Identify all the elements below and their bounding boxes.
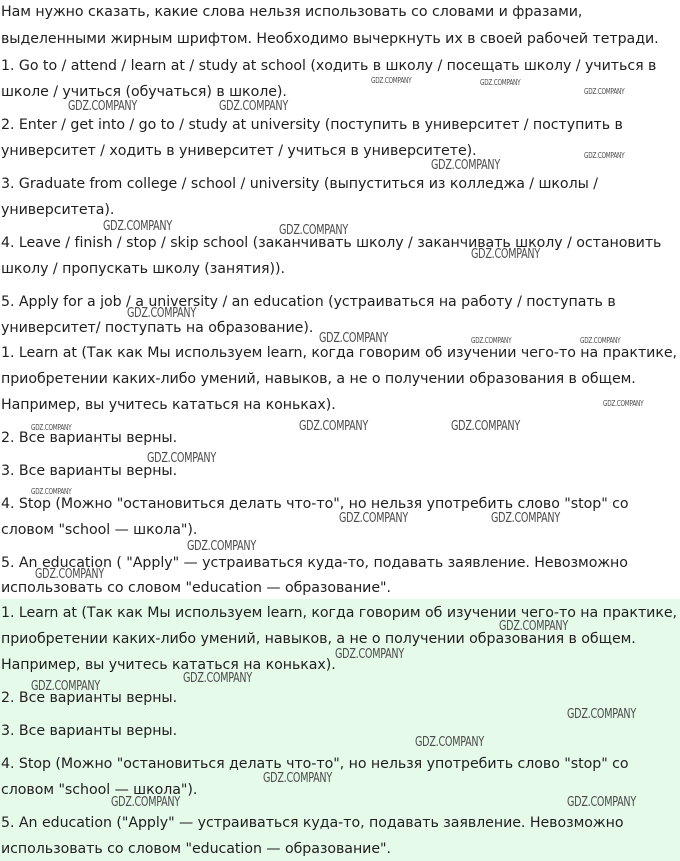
answer-line: Например, вы учитесь кататься на коньках). xyxy=(1,397,336,413)
watermark: GDZ.COMPANY xyxy=(319,331,388,346)
watermark: GDZ.COMPANY xyxy=(31,423,72,432)
exercise-line: 1. Go to / attend / learn at / study at school (ходить в школу / посещать школу / учиться в xyxy=(1,58,657,74)
watermark: GDZ.COMPANY xyxy=(339,511,408,526)
highlighted-answer-line: словом "school — школа"). xyxy=(1,782,198,798)
highlighted-answers xyxy=(0,599,680,861)
watermark: GDZ.COMPANY xyxy=(603,399,644,408)
answer-line: 3. Все варианты верны. xyxy=(1,463,178,479)
watermark: GDZ.COMPANY xyxy=(335,647,404,662)
exercise-line: 2. Enter / get into / go to / study at university (поступить в университет / поступить в xyxy=(1,117,623,133)
intro-line: выделенными жирным шрифтом. Необходимо вычеркнуть их в своей рабочей тетради. xyxy=(1,31,659,47)
watermark: GDZ.COMPANY xyxy=(491,511,560,526)
exercise-line: 3. Graduate from college / school / university (выпуститься из колледжа / школы / xyxy=(1,176,598,192)
watermark: GDZ.COMPANY xyxy=(471,336,512,345)
watermark: GDZ.COMPANY xyxy=(279,223,348,238)
watermark: GDZ.COMPANY xyxy=(584,151,625,160)
intro-line: Нам нужно сказать, какие слова нельзя использовать со словами и фразами, xyxy=(1,4,583,20)
watermark: GDZ.COMPANY xyxy=(471,247,540,262)
highlighted-answer-line: приобретении каких-либо умений, навыков, а не о получении образования в общем. xyxy=(1,631,636,647)
answer-line: словом "school — школа"). xyxy=(1,522,198,538)
exercise-line: школу / пропускать школу (занятия)). xyxy=(1,261,285,277)
highlighted-answer-line: 3. Все варианты верны. xyxy=(1,723,178,739)
exercise-line: университет/ поступать на образование). xyxy=(1,320,314,336)
watermark: GDZ.COMPANY xyxy=(451,419,520,434)
exercise-line: 4. Leave / finish / stop / skip school (заканчивать школу / заканчивать школу / остановить xyxy=(1,235,662,251)
highlighted-answer-line: 2. Все варианты верны. xyxy=(1,690,178,706)
watermark: GDZ.COMPANY xyxy=(31,487,72,496)
watermark: GDZ.COMPANY xyxy=(187,539,256,554)
watermark: GDZ.COMPANY xyxy=(219,99,288,114)
highlighted-answer-line: 4. Stop (Можно "остановиться делать что-то", но нельзя употребить слово "stop" со xyxy=(1,756,629,772)
watermark: GDZ.COMPANY xyxy=(103,219,172,234)
watermark: GDZ.COMPANY xyxy=(415,735,484,750)
watermark: GDZ.COMPANY xyxy=(567,707,636,722)
highlighted-answer-line: использовать со словом "education — образование". xyxy=(1,841,391,857)
exercise-line: университет / ходить в университет / учиться в университете). xyxy=(1,143,477,159)
watermark: GDZ.COMPANY xyxy=(183,671,252,686)
watermark: GDZ.COMPANY xyxy=(499,619,568,634)
exercise-line: школе / учиться (обучаться) в школе). xyxy=(1,84,287,100)
answer-line: использовать со словом "education — образование". xyxy=(1,580,391,596)
watermark: GDZ.COMPANY xyxy=(31,679,100,694)
watermark: GDZ.COMPANY xyxy=(263,771,332,786)
watermark: GDZ.COMPANY xyxy=(431,158,500,173)
watermark: GDZ.COMPANY xyxy=(35,567,104,582)
watermark: GDZ.COMPANY xyxy=(584,87,625,96)
watermark: GDZ.COMPANY xyxy=(68,99,137,114)
watermark: GDZ.COMPANY xyxy=(371,76,412,85)
exercise-line: 5. Apply for a job / a university / an education (устраиваться на работу / поступать в xyxy=(1,294,616,310)
watermark: GDZ.COMPANY xyxy=(567,795,636,810)
answer-line: 5. An education ( "Apply" — устраиваться куда-то, подавать заявление. Невозможно xyxy=(1,555,628,571)
answer-line: 4. Stop (Можно "остановиться делать что-то", но нельзя употребить слово "stop" со xyxy=(1,496,629,512)
answer-line: 2. Все варианты верны. xyxy=(1,430,178,446)
answer-line: приобретении каких-либо умений, навыков, а не о получении образования в общем. xyxy=(1,371,636,387)
watermark: GDZ.COMPANY xyxy=(111,795,180,810)
watermark: GDZ.COMPANY xyxy=(147,451,216,466)
exercise-line: университета). xyxy=(1,202,115,218)
highlighted-answer-line: 5. An education ("Apply" — устраиваться куда-то, подавать заявление. Невозможно xyxy=(1,815,624,831)
answer-line: 1. Learn at (Так как Мы используем learn, когда говорим об изучении чего-то на практике, xyxy=(1,345,677,361)
watermark: GDZ.COMPANY xyxy=(127,306,196,321)
highlighted-answer-line: 1. Learn at (Так как Мы используем learn, когда говорим об изучении чего-то на практике, xyxy=(1,605,677,621)
highlighted-answer-line: Например, вы учитесь кататься на коньках). xyxy=(1,657,336,673)
watermark: GDZ.COMPANY xyxy=(299,419,368,434)
watermark: GDZ.COMPANY xyxy=(580,336,621,345)
watermark: GDZ.COMPANY xyxy=(480,78,521,87)
